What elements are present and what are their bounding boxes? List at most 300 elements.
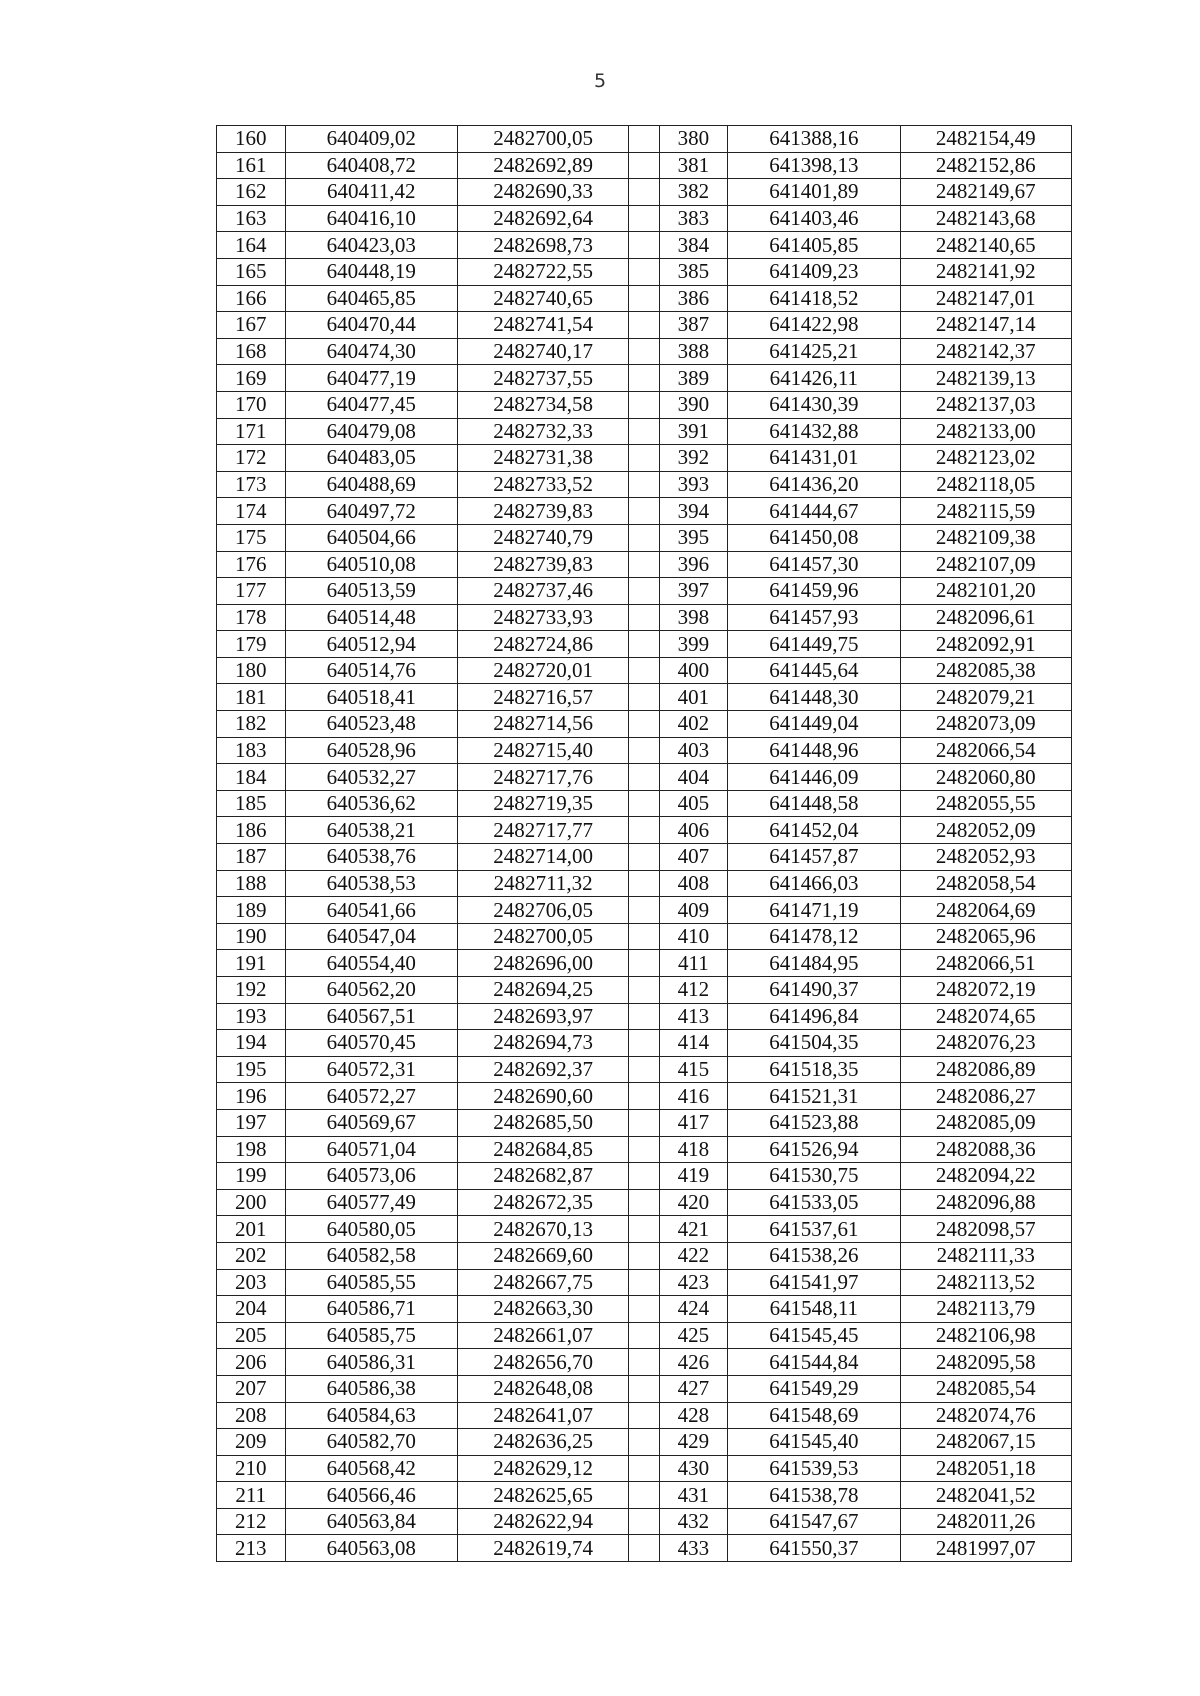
table-row	[217, 551, 1072, 578]
table-row	[217, 498, 1072, 525]
point-number-left: 197	[217, 1109, 286, 1136]
column-separator	[629, 870, 659, 897]
x-coordinate-right: 641545,40	[728, 1429, 900, 1456]
y-coordinate-left: 2482690,33	[457, 179, 628, 206]
y-coordinate-right: 2482107,09	[900, 551, 1071, 578]
x-coordinate-left: 640536,62	[285, 790, 457, 817]
point-number-left: 205	[217, 1322, 286, 1349]
y-coordinate-right: 2482133,00	[900, 418, 1071, 445]
column-separator	[629, 631, 659, 658]
y-coordinate-left: 2482685,50	[457, 1109, 628, 1136]
x-coordinate-right: 641459,96	[728, 578, 900, 605]
table-row	[217, 1482, 1072, 1509]
y-coordinate-left: 2482625,65	[457, 1482, 628, 1509]
column-separator	[629, 1482, 659, 1509]
point-number-left: 189	[217, 897, 286, 924]
column-separator	[629, 1508, 659, 1535]
y-coordinate-left: 2482700,05	[457, 126, 628, 153]
y-coordinate-left: 2482694,73	[457, 1030, 628, 1057]
x-coordinate-left: 640566,46	[285, 1482, 457, 1509]
point-number-left: 203	[217, 1269, 286, 1296]
table-row	[217, 524, 1072, 551]
x-coordinate-right: 641448,58	[728, 790, 900, 817]
point-number-left: 169	[217, 365, 286, 392]
y-coordinate-right: 2482111,33	[900, 1242, 1071, 1269]
x-coordinate-left: 640513,59	[285, 578, 457, 605]
point-number-left: 190	[217, 923, 286, 950]
column-separator	[629, 1216, 659, 1243]
point-number-right: 427	[659, 1375, 728, 1402]
y-coordinate-right: 2482137,03	[900, 391, 1071, 418]
y-coordinate-left: 2482734,58	[457, 391, 628, 418]
x-coordinate-left: 640570,45	[285, 1030, 457, 1057]
column-separator	[629, 179, 659, 206]
x-coordinate-left: 640538,21	[285, 817, 457, 844]
y-coordinate-left: 2482714,00	[457, 844, 628, 871]
column-separator	[629, 684, 659, 711]
table-row	[217, 1189, 1072, 1216]
table-row	[217, 1136, 1072, 1163]
x-coordinate-right: 641466,03	[728, 870, 900, 897]
y-coordinate-right: 2482086,27	[900, 1083, 1071, 1110]
y-coordinate-right: 2482055,55	[900, 790, 1071, 817]
x-coordinate-left: 640409,02	[285, 126, 457, 153]
point-number-right: 404	[659, 764, 728, 791]
x-coordinate-left: 640562,20	[285, 977, 457, 1004]
x-coordinate-right: 641398,13	[728, 152, 900, 179]
y-coordinate-left: 2482717,76	[457, 764, 628, 791]
y-coordinate-left: 2482714,56	[457, 711, 628, 738]
y-coordinate-right: 2482147,01	[900, 285, 1071, 312]
point-number-left: 196	[217, 1083, 286, 1110]
y-coordinate-right: 2482011,26	[900, 1508, 1071, 1535]
y-coordinate-left: 2482740,79	[457, 524, 628, 551]
x-coordinate-left: 640483,05	[285, 445, 457, 472]
x-coordinate-left: 640538,76	[285, 844, 457, 871]
table-row	[217, 1003, 1072, 1030]
table-row	[217, 1056, 1072, 1083]
column-separator	[629, 711, 659, 738]
x-coordinate-right: 641544,84	[728, 1349, 900, 1376]
table-row	[217, 338, 1072, 365]
table-row	[217, 1535, 1072, 1562]
x-coordinate-right: 641549,29	[728, 1375, 900, 1402]
table-row	[217, 604, 1072, 631]
column-separator	[629, 790, 659, 817]
table-row	[217, 844, 1072, 871]
x-coordinate-right: 641432,88	[728, 418, 900, 445]
x-coordinate-right: 641541,97	[728, 1269, 900, 1296]
point-number-left: 176	[217, 551, 286, 578]
x-coordinate-right: 641490,37	[728, 977, 900, 1004]
point-number-left: 174	[217, 498, 286, 525]
point-number-left: 180	[217, 657, 286, 684]
point-number-right: 417	[659, 1109, 728, 1136]
column-separator	[629, 977, 659, 1004]
coordinates-table-body	[217, 126, 1072, 1562]
column-separator	[629, 1003, 659, 1030]
y-coordinate-left: 2482720,01	[457, 657, 628, 684]
column-separator	[629, 551, 659, 578]
y-coordinate-left: 2482622,94	[457, 1508, 628, 1535]
point-number-left: 200	[217, 1189, 286, 1216]
table-row	[217, 471, 1072, 498]
y-coordinate-left: 2482682,87	[457, 1163, 628, 1190]
y-coordinate-left: 2482741,54	[457, 312, 628, 339]
y-coordinate-left: 2482669,60	[457, 1242, 628, 1269]
x-coordinate-left: 640477,19	[285, 365, 457, 392]
point-number-right: 431	[659, 1482, 728, 1509]
y-coordinate-right: 2482085,54	[900, 1375, 1071, 1402]
y-coordinate-right: 2482051,18	[900, 1455, 1071, 1482]
x-coordinate-left: 640582,70	[285, 1429, 457, 1456]
y-coordinate-left: 2482700,05	[457, 923, 628, 950]
column-separator	[629, 312, 659, 339]
x-coordinate-right: 641533,05	[728, 1189, 900, 1216]
y-coordinate-left: 2482732,33	[457, 418, 628, 445]
y-coordinate-left: 2482706,05	[457, 897, 628, 924]
y-coordinate-left: 2482663,30	[457, 1296, 628, 1323]
point-number-right: 403	[659, 737, 728, 764]
y-coordinate-right: 2482085,09	[900, 1109, 1071, 1136]
table-row	[217, 923, 1072, 950]
point-number-left: 198	[217, 1136, 286, 1163]
point-number-right: 385	[659, 258, 728, 285]
point-number-left: 179	[217, 631, 286, 658]
point-number-left: 172	[217, 445, 286, 472]
y-coordinate-right: 2482092,91	[900, 631, 1071, 658]
x-coordinate-right: 641538,78	[728, 1482, 900, 1509]
point-number-right: 395	[659, 524, 728, 551]
x-coordinate-left: 640586,38	[285, 1375, 457, 1402]
x-coordinate-left: 640577,49	[285, 1189, 457, 1216]
point-number-right: 397	[659, 578, 728, 605]
point-number-left: 161	[217, 152, 286, 179]
point-number-right: 414	[659, 1030, 728, 1057]
point-number-right: 382	[659, 179, 728, 206]
table-row	[217, 418, 1072, 445]
y-coordinate-right: 2481997,07	[900, 1535, 1071, 1562]
y-coordinate-right: 2482140,65	[900, 232, 1071, 259]
point-number-left: 204	[217, 1296, 286, 1323]
y-coordinate-right: 2482095,58	[900, 1349, 1071, 1376]
column-separator	[629, 1269, 659, 1296]
column-separator	[629, 923, 659, 950]
y-coordinate-right: 2482086,89	[900, 1056, 1071, 1083]
point-number-left: 171	[217, 418, 286, 445]
y-coordinate-right: 2482079,21	[900, 684, 1071, 711]
x-coordinate-left: 640510,08	[285, 551, 457, 578]
y-coordinate-right: 2482096,88	[900, 1189, 1071, 1216]
point-number-right: 383	[659, 205, 728, 232]
y-coordinate-left: 2482684,85	[457, 1136, 628, 1163]
x-coordinate-left: 640448,19	[285, 258, 457, 285]
y-coordinate-left: 2482731,38	[457, 445, 628, 472]
x-coordinate-right: 641436,20	[728, 471, 900, 498]
point-number-left: 162	[217, 179, 286, 206]
point-number-right: 388	[659, 338, 728, 365]
table-row	[217, 897, 1072, 924]
table-row	[217, 205, 1072, 232]
y-coordinate-left: 2482698,73	[457, 232, 628, 259]
table-row	[217, 1109, 1072, 1136]
y-coordinate-left: 2482690,60	[457, 1083, 628, 1110]
column-separator	[629, 471, 659, 498]
y-coordinate-right: 2482088,36	[900, 1136, 1071, 1163]
table-row	[217, 152, 1072, 179]
y-coordinate-right: 2482041,52	[900, 1482, 1071, 1509]
y-coordinate-left: 2482694,25	[457, 977, 628, 1004]
point-number-left: 175	[217, 524, 286, 551]
point-number-left: 165	[217, 258, 286, 285]
x-coordinate-right: 641526,94	[728, 1136, 900, 1163]
x-coordinate-right: 641545,45	[728, 1322, 900, 1349]
table-row	[217, 1030, 1072, 1057]
table-row	[217, 365, 1072, 392]
table-row	[217, 1269, 1072, 1296]
table-row	[217, 1242, 1072, 1269]
x-coordinate-left: 640518,41	[285, 684, 457, 711]
x-coordinate-right: 641548,69	[728, 1402, 900, 1429]
x-coordinate-left: 640568,42	[285, 1455, 457, 1482]
table-row	[217, 285, 1072, 312]
column-separator	[629, 391, 659, 418]
y-coordinate-right: 2482052,93	[900, 844, 1071, 871]
column-separator	[629, 126, 659, 153]
point-number-left: 173	[217, 471, 286, 498]
point-number-left: 194	[217, 1030, 286, 1057]
column-separator	[629, 285, 659, 312]
x-coordinate-right: 641457,30	[728, 551, 900, 578]
column-separator	[629, 1242, 659, 1269]
table-row	[217, 657, 1072, 684]
point-number-left: 163	[217, 205, 286, 232]
point-number-right: 426	[659, 1349, 728, 1376]
point-number-right: 381	[659, 152, 728, 179]
x-coordinate-right: 641425,21	[728, 338, 900, 365]
x-coordinate-left: 640504,66	[285, 524, 457, 551]
y-coordinate-left: 2482722,55	[457, 258, 628, 285]
x-coordinate-right: 641409,23	[728, 258, 900, 285]
x-coordinate-left: 640582,58	[285, 1242, 457, 1269]
y-coordinate-right: 2482074,76	[900, 1402, 1071, 1429]
y-coordinate-right: 2482109,38	[900, 524, 1071, 551]
x-coordinate-right: 641547,67	[728, 1508, 900, 1535]
y-coordinate-right: 2482052,09	[900, 817, 1071, 844]
point-number-left: 185	[217, 790, 286, 817]
point-number-left: 170	[217, 391, 286, 418]
y-coordinate-right: 2482149,67	[900, 179, 1071, 206]
point-number-left: 193	[217, 1003, 286, 1030]
y-coordinate-left: 2482740,17	[457, 338, 628, 365]
point-number-right: 408	[659, 870, 728, 897]
point-number-right: 399	[659, 631, 728, 658]
y-coordinate-left: 2482739,83	[457, 551, 628, 578]
table-row	[217, 764, 1072, 791]
x-coordinate-left: 640572,31	[285, 1056, 457, 1083]
x-coordinate-right: 641401,89	[728, 179, 900, 206]
point-number-right: 413	[659, 1003, 728, 1030]
point-number-right: 433	[659, 1535, 728, 1562]
table-row	[217, 790, 1072, 817]
x-coordinate-right: 641422,98	[728, 312, 900, 339]
column-separator	[629, 1083, 659, 1110]
point-number-right: 391	[659, 418, 728, 445]
y-coordinate-left: 2482641,07	[457, 1402, 628, 1429]
point-number-left: 210	[217, 1455, 286, 1482]
y-coordinate-right: 2482096,61	[900, 604, 1071, 631]
x-coordinate-right: 641403,46	[728, 205, 900, 232]
x-coordinate-right: 641448,96	[728, 737, 900, 764]
y-coordinate-left: 2482692,89	[457, 152, 628, 179]
column-separator	[629, 418, 659, 445]
column-separator	[629, 1402, 659, 1429]
y-coordinate-right: 2482123,02	[900, 445, 1071, 472]
x-coordinate-left: 640514,76	[285, 657, 457, 684]
x-coordinate-right: 641418,52	[728, 285, 900, 312]
y-coordinate-right: 2482060,80	[900, 764, 1071, 791]
point-number-right: 400	[659, 657, 728, 684]
table-row	[217, 312, 1072, 339]
point-number-right: 389	[659, 365, 728, 392]
point-number-left: 166	[217, 285, 286, 312]
x-coordinate-right: 641537,61	[728, 1216, 900, 1243]
point-number-left: 202	[217, 1242, 286, 1269]
y-coordinate-left: 2482693,97	[457, 1003, 628, 1030]
y-coordinate-left: 2482692,37	[457, 1056, 628, 1083]
point-number-left: 207	[217, 1375, 286, 1402]
coordinates-table	[216, 125, 1072, 1562]
point-number-right: 415	[659, 1056, 728, 1083]
table-row	[217, 445, 1072, 472]
table-row	[217, 1296, 1072, 1323]
x-coordinate-left: 640584,63	[285, 1402, 457, 1429]
point-number-left: 167	[217, 312, 286, 339]
x-coordinate-right: 641452,04	[728, 817, 900, 844]
y-coordinate-left: 2482696,00	[457, 950, 628, 977]
y-coordinate-left: 2482717,77	[457, 817, 628, 844]
x-coordinate-left: 640547,04	[285, 923, 457, 950]
y-coordinate-left: 2482716,57	[457, 684, 628, 711]
x-coordinate-right: 641538,26	[728, 1242, 900, 1269]
table-row	[217, 258, 1072, 285]
y-coordinate-right: 2482118,05	[900, 471, 1071, 498]
y-coordinate-right: 2482101,20	[900, 578, 1071, 605]
point-number-right: 410	[659, 923, 728, 950]
y-coordinate-right: 2482143,68	[900, 205, 1071, 232]
table-row	[217, 179, 1072, 206]
table-row	[217, 1216, 1072, 1243]
table-row	[217, 1508, 1072, 1535]
column-separator	[629, 1136, 659, 1163]
y-coordinate-right: 2482152,86	[900, 152, 1071, 179]
x-coordinate-right: 641405,85	[728, 232, 900, 259]
point-number-right: 419	[659, 1163, 728, 1190]
column-separator	[629, 152, 659, 179]
column-separator	[629, 1296, 659, 1323]
x-coordinate-left: 640465,85	[285, 285, 457, 312]
point-number-left: 178	[217, 604, 286, 631]
column-separator	[629, 258, 659, 285]
point-number-right: 411	[659, 950, 728, 977]
x-coordinate-left: 640477,45	[285, 391, 457, 418]
x-coordinate-left: 640572,27	[285, 1083, 457, 1110]
point-number-left: 181	[217, 684, 286, 711]
column-separator	[629, 604, 659, 631]
column-separator	[629, 1322, 659, 1349]
point-number-left: 184	[217, 764, 286, 791]
x-coordinate-right: 641448,30	[728, 684, 900, 711]
point-number-left: 177	[217, 578, 286, 605]
x-coordinate-right: 641518,35	[728, 1056, 900, 1083]
table-row	[217, 126, 1072, 153]
column-separator	[629, 844, 659, 871]
y-coordinate-left: 2482715,40	[457, 737, 628, 764]
table-row	[217, 817, 1072, 844]
column-separator	[629, 1535, 659, 1562]
y-coordinate-left: 2482733,93	[457, 604, 628, 631]
table-row	[217, 391, 1072, 418]
point-number-right: 398	[659, 604, 728, 631]
point-number-right: 386	[659, 285, 728, 312]
point-number-right: 393	[659, 471, 728, 498]
column-separator	[629, 1056, 659, 1083]
column-separator	[629, 950, 659, 977]
y-coordinate-left: 2482661,07	[457, 1322, 628, 1349]
x-coordinate-left: 640569,67	[285, 1109, 457, 1136]
column-separator	[629, 578, 659, 605]
x-coordinate-left: 640541,66	[285, 897, 457, 924]
column-separator	[629, 1375, 659, 1402]
column-separator	[629, 1030, 659, 1057]
x-coordinate-right: 641444,67	[728, 498, 900, 525]
x-coordinate-right: 641449,75	[728, 631, 900, 658]
point-number-right: 380	[659, 126, 728, 153]
table-row	[217, 950, 1072, 977]
y-coordinate-right: 2482147,14	[900, 312, 1071, 339]
x-coordinate-left: 640554,40	[285, 950, 457, 977]
y-coordinate-right: 2482141,92	[900, 258, 1071, 285]
y-coordinate-right: 2482085,38	[900, 657, 1071, 684]
y-coordinate-left: 2482648,08	[457, 1375, 628, 1402]
y-coordinate-left: 2482636,25	[457, 1429, 628, 1456]
column-separator	[629, 1163, 659, 1190]
point-number-left: 160	[217, 126, 286, 153]
point-number-right: 424	[659, 1296, 728, 1323]
x-coordinate-left: 640585,75	[285, 1322, 457, 1349]
x-coordinate-right: 641457,93	[728, 604, 900, 631]
y-coordinate-right: 2482066,54	[900, 737, 1071, 764]
point-number-left: 199	[217, 1163, 286, 1190]
x-coordinate-right: 641504,35	[728, 1030, 900, 1057]
y-coordinate-right: 2482064,69	[900, 897, 1071, 924]
point-number-left: 192	[217, 977, 286, 1004]
table-row	[217, 1083, 1072, 1110]
table-row	[217, 1455, 1072, 1482]
point-number-right: 422	[659, 1242, 728, 1269]
x-coordinate-left: 640423,03	[285, 232, 457, 259]
point-number-right: 421	[659, 1216, 728, 1243]
y-coordinate-right: 2482066,51	[900, 950, 1071, 977]
x-coordinate-left: 640523,48	[285, 711, 457, 738]
point-number-right: 394	[659, 498, 728, 525]
column-separator	[629, 498, 659, 525]
x-coordinate-left: 640488,69	[285, 471, 457, 498]
x-coordinate-right: 641431,01	[728, 445, 900, 472]
column-separator	[629, 1429, 659, 1456]
point-number-left: 206	[217, 1349, 286, 1376]
column-separator	[629, 764, 659, 791]
